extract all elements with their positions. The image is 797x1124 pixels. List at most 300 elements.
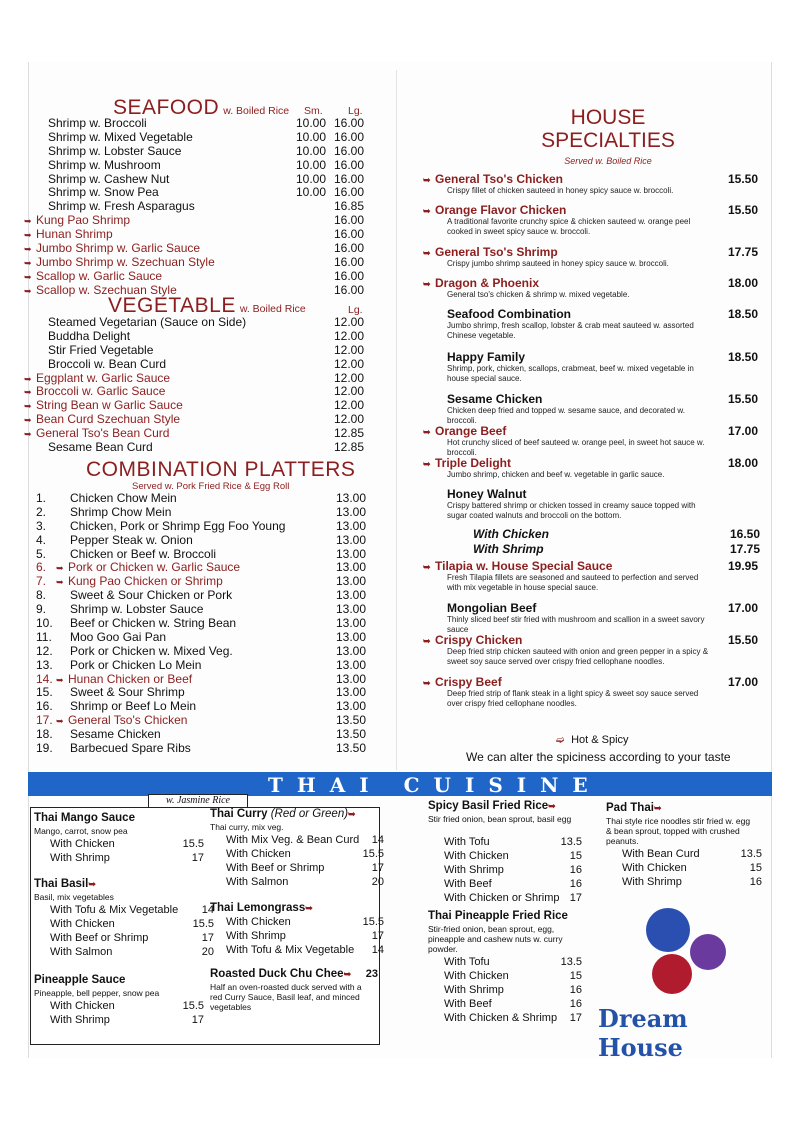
price-large: 16.00 [334, 254, 365, 269]
thai-option-price: 20 [201, 946, 214, 958]
price: 13.00 [336, 518, 367, 533]
price-small: 10.00 [296, 116, 327, 130]
thai-option: With Chicken [444, 850, 509, 862]
house-item [423, 456, 768, 480]
item-name: Pepper Steak w. Onion [70, 532, 193, 547]
thai-option-price: 16 [569, 984, 582, 996]
pepper-icon: ➥ [305, 903, 313, 913]
combo-item [36, 534, 368, 548]
thai-option: With Shrimp [622, 876, 682, 888]
pepper-icon: ➥ [423, 175, 431, 185]
combination-title: COMBINATION PLATTERS [86, 458, 356, 481]
combo-item [36, 673, 368, 687]
house-item [423, 350, 768, 384]
house-item [423, 172, 768, 196]
house-item-name: ➥ Orange Beef [423, 424, 507, 438]
house-item-name: Honey Walnut [447, 487, 527, 501]
house-item-desc: Crispy battered shrimp or chicken tossed in creamy sauce topped with sugar coated walnuts and broccoli on the bottom. [447, 501, 696, 520]
item-number: 2. [36, 504, 47, 519]
balloon-purple-icon [690, 934, 726, 970]
item-name: ➥ Jumbo Shrimp w. Szechuan Style [24, 254, 215, 269]
menu-page [24, 62, 772, 1062]
seafood-item [36, 173, 366, 187]
house-item-desc: Crispy fillet of chicken sauteed in honey spicy sauce w. broccoli. [447, 186, 674, 195]
thai-option: With Shrimp [444, 864, 504, 876]
balloon-red-icon [652, 954, 692, 994]
price-large: 12.00 [334, 315, 365, 329]
walnut-chicken-price: 16.50 [729, 527, 760, 541]
item-name: Beef or Chicken w. String Bean [70, 616, 237, 631]
item-number: 9. [36, 602, 47, 617]
item-name: ➥ Eggplant w. Garlic Sauce [24, 370, 171, 385]
price-large: 16.00 [334, 227, 365, 242]
pepper-icon: ➥ [423, 636, 431, 646]
thai-option: With Beef or Shrimp [226, 862, 325, 874]
pepper-icon: ➥ [56, 674, 64, 685]
price: 13.00 [336, 504, 367, 519]
pepper-icon: ➥ [24, 271, 32, 282]
item-name: Chicken Chow Mein [70, 491, 177, 505]
house-item [423, 203, 768, 237]
item-name: Pork or Chicken Lo Mein [70, 657, 202, 672]
house-item-price: 15.50 [727, 172, 758, 186]
thai-option-price: 16 [569, 864, 582, 876]
item-name: ➥ Hunan Chicken or Beef [56, 671, 193, 686]
vegetable-subtitle: w. Boiled Rice [239, 303, 306, 315]
price-small: 10.00 [296, 143, 327, 158]
seafood-item [24, 213, 366, 228]
thai-option-price: 15.5 [192, 918, 214, 930]
item-name: ➥ Pork or Chicken w. Garlic Sauce [56, 560, 241, 575]
thai-option-price: 17 [371, 930, 384, 942]
item-name: ➥ General Tso's Chicken [56, 713, 188, 728]
thai-option-price: 17 [191, 852, 204, 864]
pepper-icon: ➥ [348, 809, 356, 819]
price: 13.50 [336, 713, 367, 728]
vegetable-item [24, 370, 366, 386]
seafood-title: SEAFOOD [113, 96, 220, 119]
thai-dish-desc: Stir fried onion, bean sprout, basil egg [428, 814, 572, 824]
item-name: Sweet & Sour Shrimp [70, 685, 185, 700]
thai-dish-title: Spicy Basil Fried Rice➥ [428, 800, 560, 812]
vegetable-item [24, 398, 366, 413]
pepper-icon: ➥ [24, 373, 32, 384]
balloon-blue-icon [646, 908, 690, 952]
house-item-name: ➥ Orange Flavor Chicken [423, 203, 567, 217]
price: 13.50 [336, 727, 367, 742]
thai-option-price: 17 [569, 1012, 582, 1024]
thai-option: With Bean Curd [622, 848, 700, 860]
thai-option: With Tofu & Mix Vegetable [50, 904, 179, 916]
seafood-item [24, 268, 366, 284]
pepper-icon: ➥ [24, 230, 32, 241]
item-name: Shrimp w. Fresh Asparagus [48, 199, 195, 214]
price-large: 12.00 [334, 384, 365, 399]
pepper-icon: ➥ [88, 879, 96, 889]
item-number: 5. [36, 546, 47, 561]
item-name: ➥ Broccoli w. Garlic Sauce [24, 384, 166, 399]
pepper-icon: ➥ [423, 206, 431, 216]
house-item [423, 424, 768, 458]
vegetable-col-lg: Lg. [348, 304, 363, 316]
item-name: ➥ Hunan Shrimp [24, 227, 113, 242]
price-large: 12.00 [334, 342, 365, 357]
item-name: Chicken or Beef w. Broccoli [70, 546, 217, 561]
pepper-icon: ➥ [24, 401, 32, 412]
pepper-icon: ➥ [423, 562, 431, 572]
thai-dish-title: Roasted Duck Chu Chee➥ [210, 968, 356, 980]
thai-dish-title: Thai Pineapple Fried Rice [428, 910, 568, 922]
item-name: Steamed Vegetarian (Sauce on Side) [48, 315, 247, 329]
thai-dish-desc: Thai curry, mix veg. [210, 822, 284, 832]
thai-dish-title: Thai Lemongrass➥ [210, 902, 317, 914]
seafood-col-sm: Sm. [304, 105, 323, 117]
seafood-list [24, 116, 366, 298]
vegetable-title: VEGETABLE [108, 294, 236, 317]
house-item-price: 19.95 [727, 559, 758, 573]
pepper-icon: ➥ [423, 427, 431, 437]
house-item-price: 15.50 [727, 392, 758, 406]
price: 13.00 [336, 699, 367, 714]
seafood-item [36, 159, 366, 173]
house-item-desc: A traditional favorite crunchy spice & chicken sauteed w. orange peel cooked in sweet spicy sauce w. broccoli. [447, 217, 691, 236]
house-item-desc: Chicken deep fried and topped w. sesame sauce, and decorated w. broccoli. [447, 406, 685, 425]
thai-dish-desc: Half an oven-roasted duck served with a red Curry Sauce, Basil leaf, and minced vegetables [210, 982, 362, 1012]
item-name: Sesame Chicken [70, 727, 161, 742]
house-title-line2: SPECIALTIES [541, 129, 675, 152]
house-item-price: 17.00 [727, 424, 758, 438]
spicy-legend-label: Hot & Spicy [571, 734, 629, 746]
thai-option-price: 16 [569, 878, 582, 890]
house-item-desc: Jumbo shrimp, chicken and beef w. vegetable in garlic sauce. [447, 470, 665, 479]
price-large: 16.00 [334, 241, 365, 256]
thai-option: With Chicken [50, 1000, 115, 1012]
combo-item [36, 645, 368, 659]
seafood-item [24, 227, 366, 242]
thai-option: With Chicken & Shrimp [444, 1012, 558, 1024]
thai-option: With Beef [444, 998, 492, 1010]
item-number: 1. [36, 491, 47, 505]
pepper-icon: ➥ [24, 244, 32, 255]
price-large: 12.00 [334, 370, 365, 385]
combo-item [36, 700, 368, 714]
dream-house-logo [598, 1004, 772, 1062]
pepper-icon: ➥ [24, 415, 32, 426]
price: 13.00 [336, 629, 367, 644]
price-large: 16.00 [334, 171, 365, 186]
price-small: 10.00 [296, 157, 327, 172]
thai-option: With Tofu [444, 956, 490, 968]
item-number: 10. [36, 616, 53, 631]
price: 13.00 [336, 588, 367, 603]
house-item-price: 18.00 [727, 456, 758, 470]
thai-dish-title: Thai Basil➥ [34, 878, 100, 890]
seafood-item [36, 145, 366, 159]
thai-option: With Chicken [226, 916, 291, 928]
house-item-desc: Thinly sliced beef stir fried with mushroom and scallion in a sweet savory sauce [447, 615, 705, 634]
item-number: 7. [36, 574, 47, 589]
house-item-name: ➥ Triple Delight [423, 456, 512, 470]
item-name: Buddha Delight [48, 328, 131, 343]
vegetable-item [24, 426, 366, 441]
pepper-icon: ➥ [24, 216, 32, 227]
thai-option-price: 15.5 [362, 848, 384, 860]
house-item [423, 633, 768, 667]
house-item-name: ➥ Tilapia w. House Special Sauce [423, 559, 613, 573]
item-number: 14. [36, 671, 53, 686]
price-large: 16.00 [334, 268, 365, 283]
house-item [423, 245, 768, 269]
vegetable-item [24, 412, 366, 427]
price: 13.00 [336, 491, 367, 505]
price: 13.00 [336, 546, 367, 561]
walnut-with-chicken: With Chicken [473, 527, 549, 541]
price-large: 16.00 [334, 213, 365, 228]
pepper-icon: ➥ [343, 969, 352, 979]
seafood-item [36, 131, 366, 145]
house-item-price: 18.50 [727, 350, 758, 364]
vegetable-item [36, 344, 366, 358]
thai-option-price: 17 [569, 892, 582, 904]
house-title [518, 106, 698, 152]
pepper-icon: ➥ [56, 577, 64, 588]
house-item-desc: Hot crunchy sliced of beef sauteed w. orange peel, in sweet hot sauce w. broccoli. [447, 438, 705, 457]
item-number: 13. [36, 657, 53, 672]
thai-option-price: 15.5 [362, 916, 384, 928]
item-name: ➥ Bean Curd Szechuan Style [24, 412, 181, 427]
item-number: 12. [36, 643, 53, 658]
seafood-col-lg: Lg. [348, 105, 363, 117]
thai-option-price: 14 [371, 834, 384, 846]
price: 13.00 [336, 643, 367, 658]
thai-banner-text: THAI CUISINE [268, 773, 602, 797]
item-name: Sesame Bean Curd [48, 440, 153, 455]
seafood-item [24, 241, 366, 256]
pepper-icon: ➥ [423, 459, 431, 469]
house-item [423, 559, 768, 593]
thai-dish-title: Pineapple Sauce [34, 974, 126, 986]
house-item-desc: Fresh Tilapia fillets are seasoned and sauteed to perfection and served with mix vegetable in house special sauce. [447, 573, 699, 592]
house-item-price: 17.00 [727, 675, 758, 689]
thai-option: With Chicken [622, 862, 687, 874]
thai-option-price: 15 [749, 862, 762, 874]
item-name: ➥ Kung Pao Shrimp [24, 213, 131, 228]
spiciness-note: We can alter the spiciness according to your taste [466, 750, 731, 764]
thai-option-price: 13.5 [560, 836, 582, 848]
item-name: Sweet & Sour Chicken or Pork [70, 588, 233, 603]
thai-option: With Chicken [444, 970, 509, 982]
price-large: 12.00 [334, 356, 365, 371]
price: 13.00 [336, 685, 367, 700]
combo-item [36, 617, 368, 631]
seafood-item [36, 200, 366, 214]
page-edge-right [771, 62, 772, 1058]
thai-option-price: 17 [371, 862, 384, 874]
item-name: Chicken, Pork or Shrimp Egg Foo Young [70, 518, 286, 533]
thai-option-price: 20 [371, 876, 384, 888]
item-name: ➥ Scallop w. Szechuan Style [24, 282, 177, 297]
vegetable-list [24, 315, 366, 455]
house-item-name: Happy Family [447, 350, 526, 364]
pepper-icon: ➥ [56, 716, 64, 727]
house-item-name: Sesame Chicken [447, 392, 543, 406]
thai-option: With Shrimp [50, 852, 110, 864]
house-title-line1: HOUSE [570, 106, 646, 129]
item-number: 15. [36, 685, 53, 700]
house-item-price: 15.50 [727, 203, 758, 217]
seafood-item [24, 254, 366, 270]
thai-option-price: 16 [749, 876, 762, 888]
house-item-name: ➥ Crispy Chicken [423, 633, 523, 647]
item-number: 4. [36, 532, 47, 547]
house-item-price: 17.75 [727, 245, 758, 259]
price-large: 12.00 [334, 398, 365, 413]
seafood-subtitle: w. Boiled Rice [223, 105, 290, 117]
thai-option-price: 16 [569, 998, 582, 1010]
price-large: 16.85 [334, 199, 365, 214]
combo-item [36, 589, 368, 603]
item-number: 17. [36, 713, 53, 728]
item-number: 19. [36, 741, 53, 756]
house-item [423, 307, 768, 341]
pepper-icon: ➥ [548, 801, 556, 811]
house-item-name: ➥ Crispy Beef [423, 675, 502, 689]
seafood-item [36, 117, 366, 131]
house-item-price: 15.50 [727, 633, 758, 647]
walnut-shrimp-price: 17.75 [729, 542, 760, 556]
house-item [423, 675, 768, 709]
price-large: 16.00 [334, 185, 365, 200]
vegetable-item [36, 441, 366, 455]
thai-option: With Chicken or Shrimp [444, 892, 560, 904]
item-number: 16. [36, 699, 53, 714]
item-name: Moo Goo Gai Pan [70, 629, 167, 644]
price-large: 16.00 [334, 143, 365, 158]
house-item-desc: Shrimp, pork, chicken, scallops, crabmeat, beef w. mixed vegetable in house special sauce. [447, 364, 694, 383]
item-name: ➥ Scallop w. Garlic Sauce [24, 268, 163, 283]
pepper-icon: ➥ [24, 387, 32, 398]
price-large: 12.85 [334, 426, 365, 441]
item-name: Shrimp w. Lobster Sauce [48, 143, 182, 158]
thai-dish-desc: Pineapple, bell pepper, snow pea [34, 988, 160, 998]
price-large: 16.00 [334, 129, 365, 144]
item-name: Shrimp w. Broccoli [48, 116, 147, 130]
pepper-icon: ➫ [556, 735, 565, 746]
spicy-legend [556, 734, 629, 746]
house-item-name: ➥ General Tso's Shrimp [423, 245, 558, 259]
vegetable-item [36, 358, 366, 372]
combination-list [36, 492, 368, 756]
item-number: 18. [36, 727, 53, 742]
vegetable-item [36, 316, 366, 330]
thai-option: With Tofu & Mix Vegetable [226, 944, 355, 956]
item-name: Shrimp w. Mixed Vegetable [48, 129, 193, 144]
price: 13.50 [336, 741, 367, 756]
house-item-price: 18.00 [727, 276, 758, 290]
house-item-name: ➥ General Tso's Chicken [423, 172, 564, 186]
thai-option: With Chicken [226, 848, 291, 860]
thai-option-price: 13.5 [740, 848, 762, 860]
price-small: 10.00 [296, 129, 327, 144]
item-name: Broccoli w. Bean Curd [48, 356, 167, 371]
thai-option: With Shrimp [50, 1014, 110, 1026]
house-item-name: Seafood Combination [447, 307, 571, 321]
thai-option: With Chicken [50, 838, 115, 850]
pepper-icon: ➥ [423, 678, 431, 688]
pepper-icon: ➥ [423, 248, 431, 258]
thai-option: With Salmon [50, 946, 113, 958]
price-large: 16.00 [334, 116, 365, 130]
house-item [423, 392, 768, 426]
combination-subtitle: Served w. Pork Fried Rice & Egg Roll [132, 481, 290, 492]
price-large: 12.85 [334, 440, 365, 455]
house-subtitle: Served w. Boiled Rice [564, 156, 652, 166]
house-item-name: ➥ Dragon & Phoenix [423, 276, 540, 290]
price: 13.00 [336, 616, 367, 631]
price-large: 16.00 [334, 157, 365, 172]
item-name: Shrimp w. Cashew Nut [48, 171, 170, 186]
item-name: Pork or Chicken w. Mixed Veg. [70, 643, 233, 658]
thai-option: With Mix Veg. & Bean Curd [226, 834, 360, 846]
item-name: Shrimp Chow Mein [70, 504, 172, 519]
thai-option: With Shrimp [226, 930, 286, 942]
price: 13.00 [336, 602, 367, 617]
combo-item [36, 520, 368, 534]
price: 13.00 [336, 574, 367, 589]
price: 13.00 [336, 657, 367, 672]
item-name: Barbecued Spare Ribs [70, 741, 191, 756]
pepper-icon: ➥ [24, 285, 32, 296]
combo-item [36, 714, 368, 728]
item-name: ➥ Kung Pao Chicken or Shrimp [56, 574, 223, 589]
thai-dish-desc: Mango, carrot, snow pea [34, 826, 128, 836]
thai-dish-desc: Stir-fried onion, bean sprout, egg, pineapple and cashew nuts w. curry powder. [428, 924, 563, 954]
house-item-desc: General tso's chicken & shrimp w. mixed vegetable. [447, 290, 630, 299]
thai-option: With Salmon [226, 876, 289, 888]
combo-item [36, 742, 368, 756]
price-small: 10.00 [296, 171, 327, 186]
item-number: 6. [36, 560, 47, 575]
thai-dish-desc: Basil, mix vegetables [34, 892, 114, 902]
house-item-desc: Crispy jumbo shrimp sauteed in honey spicy sauce w. broccoli. [447, 259, 669, 268]
thai-option-price: 15.5 [182, 838, 204, 850]
item-name: Shrimp w. Lobster Sauce [70, 602, 204, 617]
thai-dish-desc: Thai style rice noodles stir fried w. egg & bean sprout, topped with crushed peanuts. [606, 816, 751, 846]
house-item-desc: Deep fried strip chicken sauteed with onion and green pepper in a spicy & sweet soy sauce served over crispy fried cellophane noodles. [447, 647, 709, 666]
price: 13.00 [336, 560, 367, 575]
price-small: 10.00 [296, 185, 327, 200]
combo-item [36, 631, 368, 645]
item-number: 3. [36, 518, 47, 533]
vegetable-item [24, 384, 366, 399]
house-item-price: 17.00 [727, 601, 758, 615]
pepper-icon: ➥ [653, 803, 662, 813]
thai-option: With Beef or Shrimp [50, 932, 149, 944]
thai-dish-price: 23 [365, 968, 378, 980]
combo-item [36, 561, 368, 575]
house-item-price: 18.50 [727, 307, 758, 321]
combo-item [36, 506, 368, 520]
thai-option: With Beef [444, 878, 492, 890]
house-item-desc: Deep fried strip of flank steak in a light spicy & sweet soy sauce served over crispy fried cellophane noodles. [447, 689, 699, 708]
combo-item [36, 492, 368, 506]
item-name: ➥ General Tso's Bean Curd [24, 426, 170, 441]
page-edge-left [28, 62, 29, 1058]
house-item-desc: Jumbo shrimp, fresh scallop, lobster & crab meat sauteed w. assorted Chinese vegetable. [447, 321, 694, 340]
thai-option-price: 13.5 [560, 956, 582, 968]
price-large: 12.00 [334, 328, 365, 343]
price-large: 12.00 [334, 412, 365, 427]
